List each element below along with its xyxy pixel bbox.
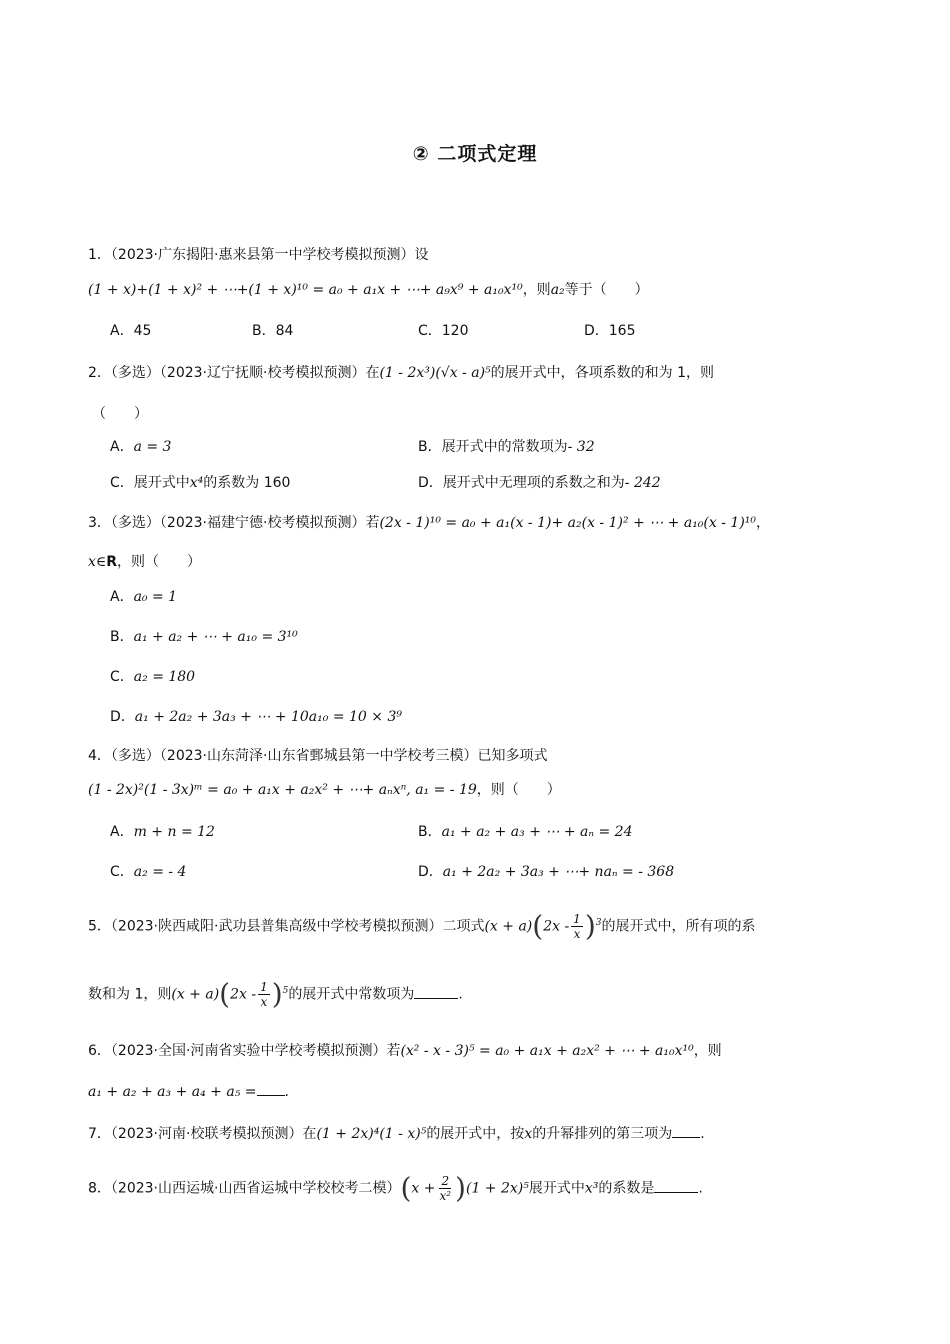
left-paren: ( — [400, 1171, 412, 1205]
page-title: ② 二项式定理 — [412, 143, 538, 165]
question-variable: a₂ — [550, 282, 565, 298]
answer-blank[interactable] — [257, 1081, 285, 1096]
right-paren: ) — [271, 977, 283, 1011]
question-expression: (1 - 2x³)(√x - a)⁵ — [379, 365, 491, 381]
option-c — [110, 861, 186, 883]
question-source: （2023·全国·河南省实验中学校考模拟预测）若 — [110, 1043, 401, 1059]
question-source: （2023·辽宁抚顺·校考模拟预测）在 — [159, 365, 380, 381]
option-b: B．84 — [252, 323, 294, 339]
question-text: ， — [756, 515, 771, 531]
question-text: 展开式中 — [528, 1180, 585, 1197]
question-text: 的升幂排列的第三项为 — [532, 1126, 673, 1142]
fraction-numerator: 1 — [260, 980, 268, 995]
option-c: C．120 — [418, 323, 469, 339]
question-5-line-2 — [88, 977, 463, 1011]
question-number: 6． — [88, 1043, 111, 1059]
question-source: （2023·山西运城·山西省运城中学校校考二模） — [110, 1180, 401, 1197]
left-paren: ( — [532, 909, 544, 943]
question-8 — [88, 1171, 703, 1205]
option-a — [110, 821, 215, 843]
question-text: ，则 — [693, 1043, 722, 1059]
question-text: . — [458, 986, 463, 1003]
option-math: - 32 — [567, 439, 595, 455]
question-text: ，则 — [522, 282, 551, 298]
question-number: 5． — [88, 918, 111, 935]
option-b — [110, 626, 298, 648]
option-c — [110, 666, 195, 688]
option-label: C． — [110, 669, 134, 685]
question-number: 8． — [88, 1180, 111, 1197]
fraction-denominator: x — [260, 995, 268, 1010]
right-paren: ) — [584, 909, 596, 943]
option-math: a₁ + 2a₂ + 3a₃ + ⋯+ naₙ = - 368 — [442, 864, 675, 880]
option-math: a₀ = 1 — [133, 589, 178, 605]
question-text: 的展开式中，所有项的系 — [601, 918, 756, 935]
question-expression: (x² - x - 3)⁵ = a₀ + a₁x + a₂x² + ⋯ + a₁₀x¹⁰ — [400, 1043, 694, 1059]
question-text: 的展开式中，按 — [426, 1126, 525, 1142]
fraction — [258, 980, 270, 1009]
question-text: 等于（ ） — [564, 282, 649, 298]
question-3-header — [88, 512, 770, 534]
question-6-line-1 — [88, 1040, 722, 1062]
option-math: - 242 — [624, 475, 661, 491]
option-a — [110, 436, 171, 458]
question-number: 1． — [88, 247, 111, 263]
fraction-numerator: 1 — [573, 912, 581, 927]
question-expression: (1 + 2x)⁴(1 - x)⁵ — [316, 1126, 427, 1142]
question-variable: x³ — [584, 1180, 599, 1197]
option-a: A．45 — [110, 323, 152, 339]
option-label: A． — [110, 824, 134, 840]
left-paren: ( — [219, 977, 231, 1011]
question-6-line-2 — [88, 1081, 289, 1103]
right-paren: ) — [455, 1171, 466, 1205]
fraction-denominator: x² — [439, 1189, 452, 1203]
option-d: D．165 — [584, 323, 636, 339]
answer-paren: （ ） — [92, 406, 148, 422]
question-3-condition — [88, 551, 201, 573]
question-text: 的展开式中，各项系数的和为 1，则 — [490, 365, 715, 381]
question-expression: 2x - — [543, 918, 570, 935]
question-text: 的展开式中常数项为 — [288, 986, 415, 1003]
option-label: D． — [418, 864, 443, 880]
exponent: 3 — [595, 918, 602, 928]
option-label: B．展开式中的常数项为 — [418, 439, 568, 455]
option-math: a = 3 — [133, 439, 172, 455]
question-number: 2． — [88, 365, 111, 381]
question-source: （2023·福建宁德·校考模拟预测）若 — [159, 515, 380, 531]
answer-blank[interactable] — [672, 1123, 700, 1138]
question-expression: x + — [411, 1180, 436, 1197]
multi-select-tag: （多选） — [110, 365, 160, 381]
option-label: B． — [110, 629, 134, 645]
fraction — [571, 912, 583, 941]
question-expression: (1 - 2x)²(1 - 3x)ᵐ = a₀ + a₁x + a₂x² + ⋯+ aₙxⁿ, a₁ = - 19 — [88, 782, 477, 798]
question-text: ，则（ ） — [117, 554, 202, 570]
fraction-denominator: x — [573, 927, 581, 942]
answer-blank[interactable] — [414, 984, 458, 999]
option-a — [110, 586, 177, 608]
multi-select-tag: （多选） — [110, 748, 160, 764]
option-d — [110, 706, 402, 728]
question-expression: (x + a) — [484, 918, 533, 935]
option-label: C． — [110, 864, 134, 880]
answer-blank[interactable] — [654, 1178, 698, 1193]
question-7 — [88, 1123, 705, 1145]
option-label: A． — [110, 589, 134, 605]
fraction — [437, 1174, 453, 1203]
question-expression: (2x - 1)¹⁰ = a₀ + a₁(x - 1)+ a₂(x - 1)² + ⋯ + a₁₀(x - 1)¹⁰ — [379, 515, 757, 531]
question-1-body — [88, 279, 649, 301]
question-source: （2023·山东菏泽·山东省鄄城县第一中学校考三模）已知多项式 — [159, 748, 548, 764]
option-math: a₁ + 2a₂ + 3a₃ + ⋯ + 10a₁₀ = 10 × 3⁹ — [134, 709, 402, 725]
exponent: 5 — [282, 986, 289, 996]
question-number: 7． — [88, 1126, 111, 1142]
option-math: a₂ = - 4 — [133, 864, 187, 880]
question-text: 数和为 1，则 — [88, 986, 172, 1003]
option-label: D． — [110, 709, 135, 725]
question-text: . — [698, 1180, 703, 1197]
option-d — [418, 472, 661, 494]
question-4-body — [88, 779, 561, 801]
question-condition: x∈ — [88, 554, 107, 570]
option-c — [110, 472, 290, 494]
option-label: D．展开式中无理项的系数之和为 — [418, 475, 625, 491]
multi-select-tag: （多选） — [110, 515, 160, 531]
question-expression: (x + a) — [171, 986, 220, 1003]
option-d — [418, 861, 674, 883]
question-variable: x — [524, 1126, 533, 1142]
option-b — [418, 436, 595, 458]
question-1-header — [88, 244, 428, 266]
question-expression: (1 + 2x)⁵ — [465, 1180, 529, 1197]
real-numbers-symbol: R — [106, 554, 118, 570]
question-text: 的系数是 — [598, 1180, 655, 1197]
question-text: . — [700, 1126, 705, 1142]
option-text: 的系数为 160 — [203, 475, 291, 491]
option-math: m + n = 12 — [133, 824, 215, 840]
option-label: A． — [110, 439, 134, 455]
question-expression: a₁ + a₂ + a₃ + a₄ + a₅ = — [88, 1084, 257, 1100]
fraction-numerator: 2 — [441, 1174, 450, 1188]
question-4-header — [88, 745, 547, 767]
question-number: 4． — [88, 748, 111, 764]
option-math: x⁴ — [189, 475, 204, 491]
question-text: . — [284, 1084, 289, 1100]
option-label: B． — [418, 824, 442, 840]
option-label: C．展开式中 — [110, 475, 190, 491]
question-source: （2023·陕西咸阳·武功县普集高级中学校考模拟预测）二项式 — [110, 918, 485, 935]
option-math: a₁ + a₂ + ⋯ + a₁₀ = 3¹⁰ — [133, 629, 298, 645]
question-number: 3． — [88, 515, 111, 531]
option-math: a₂ = 180 — [133, 669, 196, 685]
question-2-header — [88, 362, 714, 384]
option-b — [418, 821, 632, 843]
question-expression: (1 + x)+(1 + x)² + ⋯+(1 + x)¹⁰ = a₀ + a₁x + ⋯+ a₉x⁹ + a₁₀x¹⁰ — [88, 282, 523, 298]
question-text: ，则（ ） — [476, 782, 561, 798]
question-source: （2023·河南·校联考模拟预测）在 — [110, 1126, 317, 1142]
option-math: a₁ + a₂ + a₃ + ⋯ + aₙ = 24 — [441, 824, 633, 840]
question-source: （2023·广东揭阳·惠来县第一中学校考模拟预测）设 — [110, 247, 429, 263]
question-expression: 2x - — [230, 986, 257, 1003]
question-5-line-1 — [88, 909, 756, 943]
